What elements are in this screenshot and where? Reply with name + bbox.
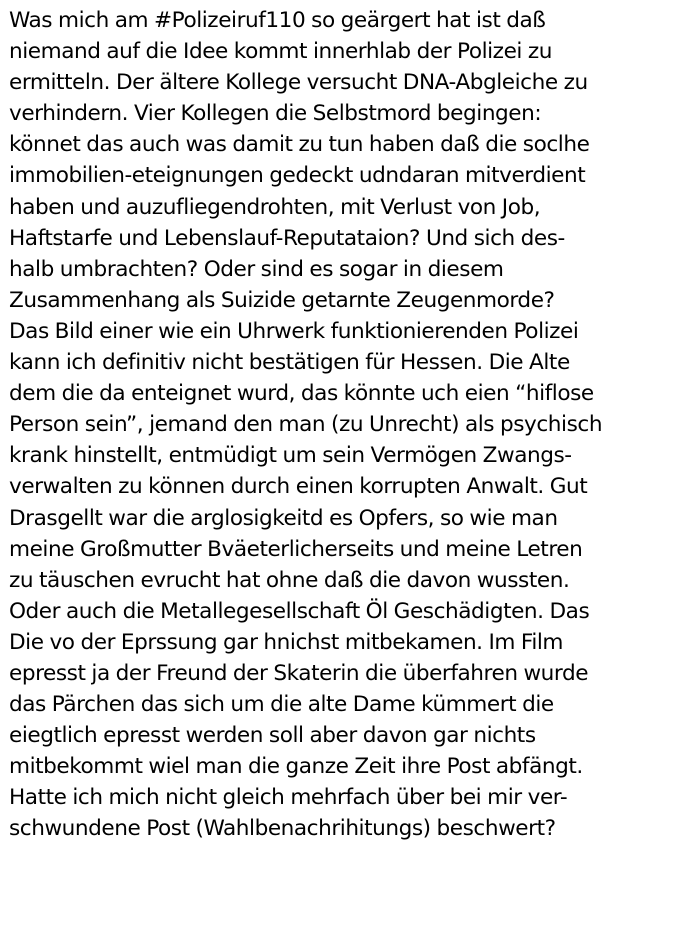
- text-line: eiegtlich epresst werden soll aber davon gar nichts: [9, 723, 536, 749]
- text-line: kann ich definitiv nicht bestätigen für Hessen. Die Alte: [9, 350, 570, 376]
- text-line: Person sein”, jemand den man (zu Unrecht) als psychisch: [9, 412, 603, 438]
- text-line: zu täuschen evrucht hat ohne daß die davon wussten.: [9, 567, 570, 593]
- text-line: niemand auf die Idee kommt innerhlab der Polizei zu: [9, 39, 552, 65]
- text-line: Das Bild einer wie ein Uhrwerk funktionierenden Polizei: [9, 318, 579, 344]
- text-line: dem die da enteignet wurd, das könnte uch eien “hiflose: [9, 381, 594, 407]
- text-line: Was mich am #Polizeiruf110 so geärgert hat ist daß: [9, 8, 546, 33]
- text-line: Oder auch die Metallegesellschaft Öl Geschädigten. Das: [9, 598, 590, 624]
- text-line: Zusammenhang als Suizide getarnte Zeugenmorde?: [9, 287, 555, 313]
- text-line: meine Großmutter Bväeterlicherseits und meine Letren: [9, 536, 583, 562]
- text-line: Haftstarfe und Lebenslauf-Reputataion? Und sich des-: [9, 225, 565, 251]
- document-body: [9, 5, 679, 845]
- text-line: ermitteln. Der ältere Kollege versucht DNA-Abgleiche zu: [9, 70, 588, 96]
- text-line: könnet das auch was damit zu tun haben daß die soclhe: [9, 132, 590, 158]
- text-line: verhindern. Vier Kollegen die Selbstmord begingen:: [9, 101, 542, 127]
- text-line: Die vo der Eprssung gar hnichst mitbekamen. Im Film: [9, 629, 564, 655]
- text-line: immobilien-eteignungen gedeckt udndaran mitverdient: [9, 163, 586, 189]
- text-line: haben und auzufliegendrohten, mit Verlust von Job,: [9, 194, 541, 220]
- text-line: krank hinstellt, entmüdigt um sein Vermögen Zwangs-: [9, 443, 572, 469]
- text-line: verwalten zu können durch einen korrupten Anwalt. Gut: [9, 474, 588, 500]
- text-line: das Pärchen das sich um die alte Dame kümmert die: [9, 692, 554, 718]
- text-line: Drasgellt war die arglosigkeitd es Opfers, so wie man: [9, 505, 558, 531]
- text-line: Hatte ich mich nicht gleich mehrfach über bei mir ver-: [9, 785, 568, 811]
- text-line: epresst ja der Freund der Skaterin die überfahren wurde: [9, 660, 589, 686]
- text-line: mitbekommt wiel man die ganze Zeit ihre Post abfängt.: [9, 754, 583, 780]
- text-line: schwundene Post (Wahlbenachrihitungs) beschwert?: [9, 816, 556, 842]
- text-line: halb umbrachten? Oder sind es sogar in diesem: [9, 256, 504, 282]
